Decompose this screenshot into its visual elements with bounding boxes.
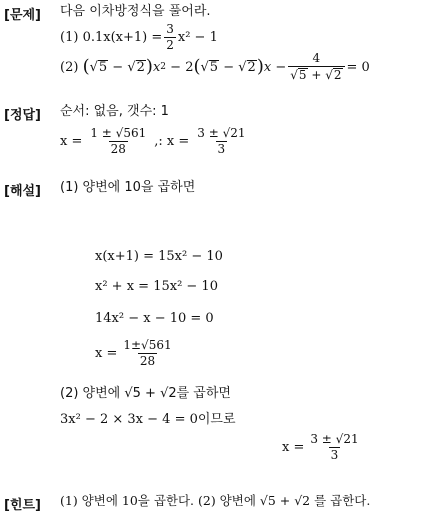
explanation-step2: (2) 양변에 √5 + √2를 곱하면 <box>60 386 231 401</box>
equation-2: x² + x = 15x² − 10 <box>95 279 218 294</box>
hint-label: [힌트] <box>4 498 41 513</box>
explanation-result: x = $\frac{3 \pm √21}{3}$ <box>282 431 359 462</box>
explanation-label: [해설] <box>4 184 41 199</box>
hint-text: (1) 양변에 10을 곱한다. (2) 양변에 √5 + √2 를 곱한다. <box>60 493 371 508</box>
problem-item-1: (1) 0.1x(x+1) = $\frac{3}{2}$ x² − 1 <box>60 21 218 52</box>
explanation-step1: (1) 양변에 10을 곱하면 <box>60 180 196 195</box>
equation-1: x(x+1) = 15x² − 10 <box>95 249 223 264</box>
answer-label: [정답] <box>4 108 41 123</box>
answer-summary: 순서: 없음, 갯수: 1 <box>60 104 169 119</box>
problem-instruction: 다음 이차방정식을 풀어라. <box>60 4 211 19</box>
equation-4: x = $\frac{1\pm√561}{28}$ <box>95 337 172 368</box>
problem-label: [문제] <box>4 8 41 23</box>
problem-item-2: (2) ( √5 − √2 ) x 2 − 2 ( √5 − √2 ) x − $\frac{4}{√5 + √2}$ = 0 <box>60 51 370 82</box>
answer-solutions: x = $\frac{1 \pm √561}{28}$ ,: x = $\frac{3 \pm √21}{3}$ <box>60 125 246 156</box>
fraction: $\frac{4}{√5 + √2}$ <box>288 52 344 81</box>
fraction: $\frac{3}{2}$ <box>166 21 174 52</box>
explanation-step2-equation: 3x² − 2 × 3x − 4 = 0이므로 <box>60 412 236 427</box>
equation-3: 14x² − x − 10 = 0 <box>95 311 214 326</box>
